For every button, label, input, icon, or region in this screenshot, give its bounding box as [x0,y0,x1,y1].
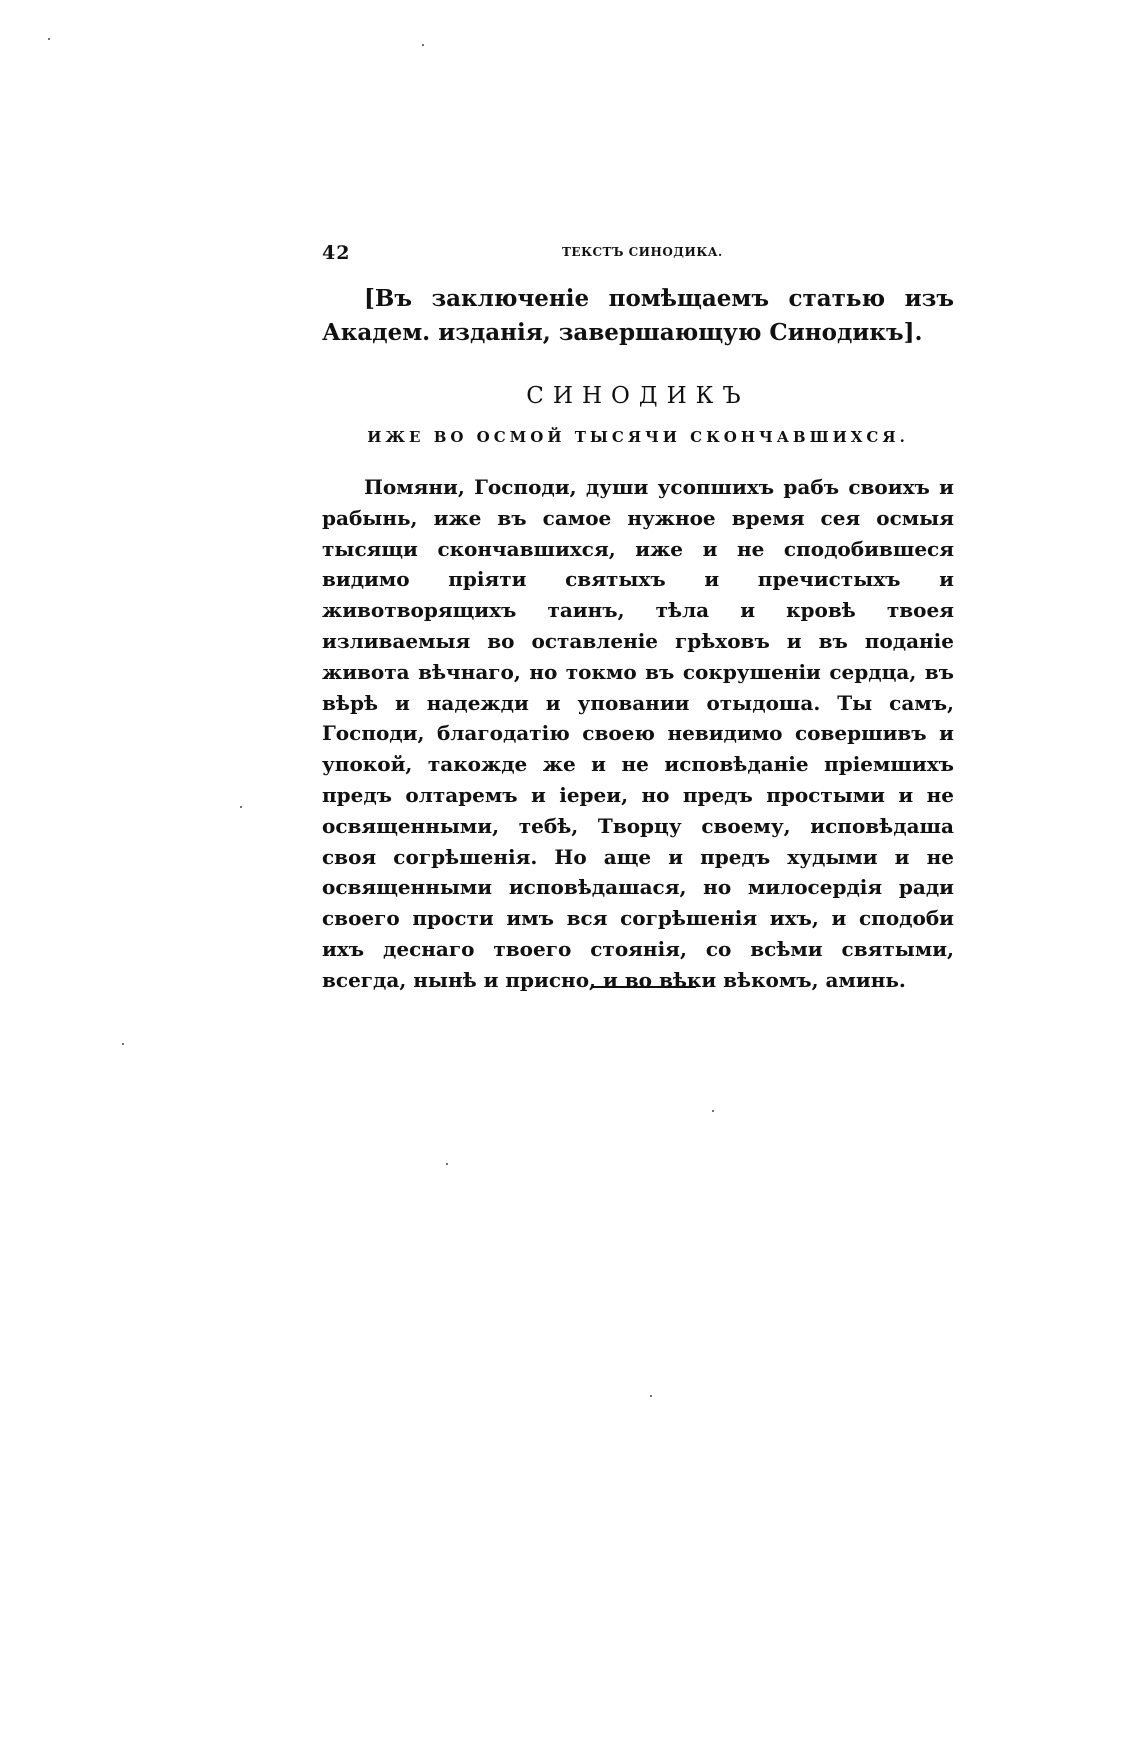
scan-speck [48,38,50,40]
scan-speck [240,806,242,808]
running-title: ТЕКСТЪ СИНОДИКА. [562,245,723,259]
scan-speck [650,1395,652,1397]
body-paragraph: Помяни, Господи, души усопшихъ рабъ своихъ и рабынь, иже въ самое нужное время сея осмыя тысящи скончавшихся, иже и не сподобившеся видимо пріяти святыхъ и пречистыхъ и животворящихъ таинъ, тѣла и кровѣ твоея изливаемыя во оставленіе грѣховъ и въ поданіе живота вѣчнаго, но токмо въ сокрушеніи сердца, въ вѣрѣ и надежди и уповании отыдоша. Ты самъ, Господи, благодатію своею невидимо совершивъ и упокой, такожде же и не исповѣданіе пріемшихъ предъ олтаремъ и іереи, но предъ простыми и не освященными, тебѣ, Творцу своему, исповѣдаша своя согрѣшенія. Но аще и предъ худыми и не освященными исповѣдашася, но милосердія ради своего прости имъ вся согрѣшенія ихъ, и сподоби ихъ деснаго твоего стоянія, со всѣми святыми, всегда, нынѣ и присно, и во вѣки вѣкомъ, аминь. [322,475,954,992]
page-number: 42 [322,242,351,264]
running-head [322,242,954,266]
scan-speck [422,44,424,46]
scan-speck [122,1043,124,1045]
scan-speck [446,1163,448,1165]
intro-paragraph: [Въ заключеніе помѣщаемъ статью изъ Академ. изданія, завершающую Синодикъ]. [322,285,954,346]
section-subtitle: ИЖЕ ВО ОСМОЙ ТЫСЯЧИ СКОНЧАВШИХСЯ. [367,428,909,446]
scan-speck [712,1110,714,1112]
section-title: СИНОДИКЪ [526,383,750,409]
end-rule [592,986,696,988]
